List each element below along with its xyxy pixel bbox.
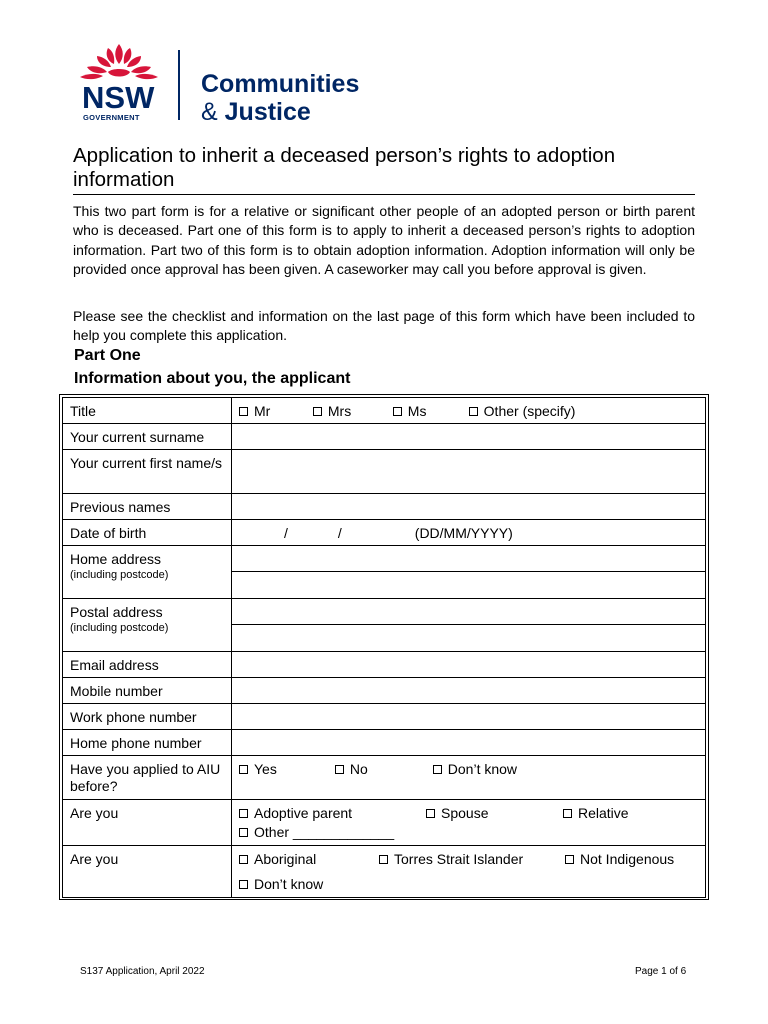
title-option-other[interactable]	[469, 403, 576, 420]
previous-names-label: Previous names	[63, 494, 232, 520]
form-row-dob	[63, 520, 706, 546]
form-row-first-name	[63, 450, 706, 494]
postal-address-hint: (including postcode)	[70, 622, 169, 634]
option-label: Yes	[254, 761, 277, 777]
checkbox-icon	[335, 765, 344, 774]
form-row-home-phone	[63, 730, 706, 756]
work-phone-label: Work phone number	[63, 704, 232, 730]
title-label: Title	[63, 398, 232, 424]
part-heading: Part One	[74, 347, 141, 364]
checkbox-icon	[239, 855, 248, 864]
title-option-mr[interactable]	[239, 403, 309, 420]
checkbox-icon	[469, 407, 478, 416]
surname-field[interactable]	[232, 424, 706, 450]
postal-address-line-1[interactable]	[232, 599, 705, 625]
form-row-home-address	[63, 546, 706, 599]
option-label: Other (specify)	[483, 403, 576, 419]
checkbox-icon	[393, 407, 402, 416]
checkbox-icon	[239, 828, 248, 837]
postal-address-line-2[interactable]	[232, 625, 705, 651]
option-label: Don’t know	[447, 761, 518, 777]
title-option-ms[interactable]	[393, 403, 465, 420]
nsw-wordmark: NSW	[82, 80, 155, 115]
indigenous-option-dont-know[interactable]	[239, 876, 323, 893]
home-address-field[interactable]	[232, 546, 706, 599]
home-address-label: Home address	[70, 551, 162, 567]
title-option-mrs[interactable]	[313, 403, 389, 420]
option-label: Aboriginal	[254, 851, 317, 867]
applied-option-no[interactable]	[335, 761, 429, 778]
relationship-option-spouse[interactable]	[426, 805, 563, 822]
footer-page-number: Page 1 of 6	[635, 966, 687, 977]
form-row-email	[63, 652, 706, 678]
relationship-option-relative[interactable]	[563, 805, 629, 822]
option-label: Relative	[578, 805, 629, 821]
checkbox-icon	[239, 880, 248, 889]
checkbox-icon	[239, 809, 248, 818]
form-row-applied-before	[63, 756, 706, 800]
footer-form-id: S137 Application, April 2022	[80, 966, 205, 977]
option-label: Other _____________	[254, 824, 395, 840]
option-label: Ms	[407, 403, 427, 419]
indigenous-option-torres-strait[interactable]	[379, 851, 565, 868]
checkbox-icon	[239, 765, 248, 774]
first-name-label: Your current first name/s	[63, 450, 232, 494]
option-label: Spouse	[441, 805, 489, 821]
applied-option-dont-know[interactable]	[433, 761, 517, 778]
checkbox-icon	[239, 407, 248, 416]
email-label: Email address	[63, 652, 232, 678]
org-name-justice: Justice	[224, 98, 311, 126]
option-label: Not Indigenous	[580, 851, 675, 867]
applicant-form-table	[62, 397, 706, 898]
checkbox-icon	[563, 809, 572, 818]
postal-address-label: Postal address	[70, 604, 163, 620]
relationship-options	[232, 800, 706, 846]
previous-names-field[interactable]	[232, 494, 706, 520]
logo-divider	[178, 50, 180, 120]
government-wordmark: GOVERNMENT	[83, 113, 140, 122]
applied-label: Have you applied to AIU before?	[63, 756, 232, 800]
checkbox-icon	[379, 855, 388, 864]
home-address-line-1[interactable]	[232, 546, 705, 572]
dob-format-hint: (DD/MM/YYYY)	[414, 525, 513, 541]
home-address-label-cell	[63, 546, 232, 599]
dob-slash-2: /	[337, 525, 342, 541]
mobile-field[interactable]	[232, 678, 706, 704]
org-name-line2	[201, 98, 311, 126]
option-label: No	[349, 761, 368, 777]
indigenous-option-aboriginal[interactable]	[239, 851, 379, 868]
option-label: Don’t know	[254, 876, 324, 892]
intro-paragraph: This two part form is for a relative or significant other people of an adopted person or birth parent who is deceased. Part one of this form is to apply to inherit a deceased person’s rights to adoption information. Part two of this form is to obtain adoption information. Adoption information will only be provided once approval has been given. A caseworker may call you before approval is given.	[73, 203, 695, 277]
postal-address-label-cell	[63, 599, 232, 652]
form-row-indigenous-status	[63, 846, 706, 898]
mobile-label: Mobile number	[63, 678, 232, 704]
option-label: Torres Strait Islander	[394, 851, 524, 867]
dob-field[interactable]	[232, 520, 706, 546]
option-label: Mrs	[327, 403, 352, 419]
option-label: Mr	[254, 403, 271, 419]
indigenous-options	[232, 846, 706, 898]
nsw-communities-justice-logo	[78, 42, 398, 124]
dob-label: Date of birth	[63, 520, 232, 546]
form-row-surname	[63, 424, 706, 450]
checklist-note: Please see the checklist and information on the last page of this form which have been included to help you complete this application.	[73, 308, 695, 344]
postal-address-field[interactable]	[232, 599, 706, 652]
dob-slash-1: /	[284, 525, 288, 541]
waratah-icon	[78, 42, 160, 84]
first-name-field[interactable]	[232, 450, 706, 494]
applied-options	[232, 756, 706, 800]
form-row-title	[63, 398, 706, 424]
relationship-option-adoptive-parent[interactable]	[239, 805, 426, 822]
relationship-label: Are you	[63, 800, 232, 846]
section-heading: Information about you, the applicant	[74, 370, 351, 387]
checkbox-icon	[565, 855, 574, 864]
checkbox-icon	[313, 407, 322, 416]
checkbox-icon	[433, 765, 442, 774]
form-row-work-phone	[63, 704, 706, 730]
relationship-option-other[interactable]	[239, 824, 394, 841]
form-row-previous-names	[63, 494, 706, 520]
indigenous-option-not-indigenous[interactable]	[565, 851, 674, 868]
indigenous-label: Are you	[63, 846, 232, 898]
checkbox-icon	[426, 809, 435, 818]
home-phone-field[interactable]	[232, 730, 706, 756]
work-phone-field[interactable]	[232, 704, 706, 730]
surname-label: Your current surname	[63, 424, 232, 450]
form-title: Application to inherit a deceased person’s rights to adoption information	[73, 144, 695, 195]
email-field[interactable]	[232, 652, 706, 678]
title-options	[232, 398, 706, 424]
home-phone-label: Home phone number	[63, 730, 232, 756]
option-label: Adoptive parent	[254, 805, 353, 821]
home-address-line-2[interactable]	[232, 572, 705, 598]
applied-option-yes[interactable]	[239, 761, 331, 778]
org-name-line1: Communities	[201, 70, 360, 98]
org-ampersand: &	[201, 98, 218, 126]
form-row-mobile	[63, 678, 706, 704]
applicant-form	[59, 394, 709, 900]
form-row-relationship	[63, 800, 706, 846]
home-address-hint: (including postcode)	[70, 569, 169, 581]
form-row-postal-address	[63, 599, 706, 652]
